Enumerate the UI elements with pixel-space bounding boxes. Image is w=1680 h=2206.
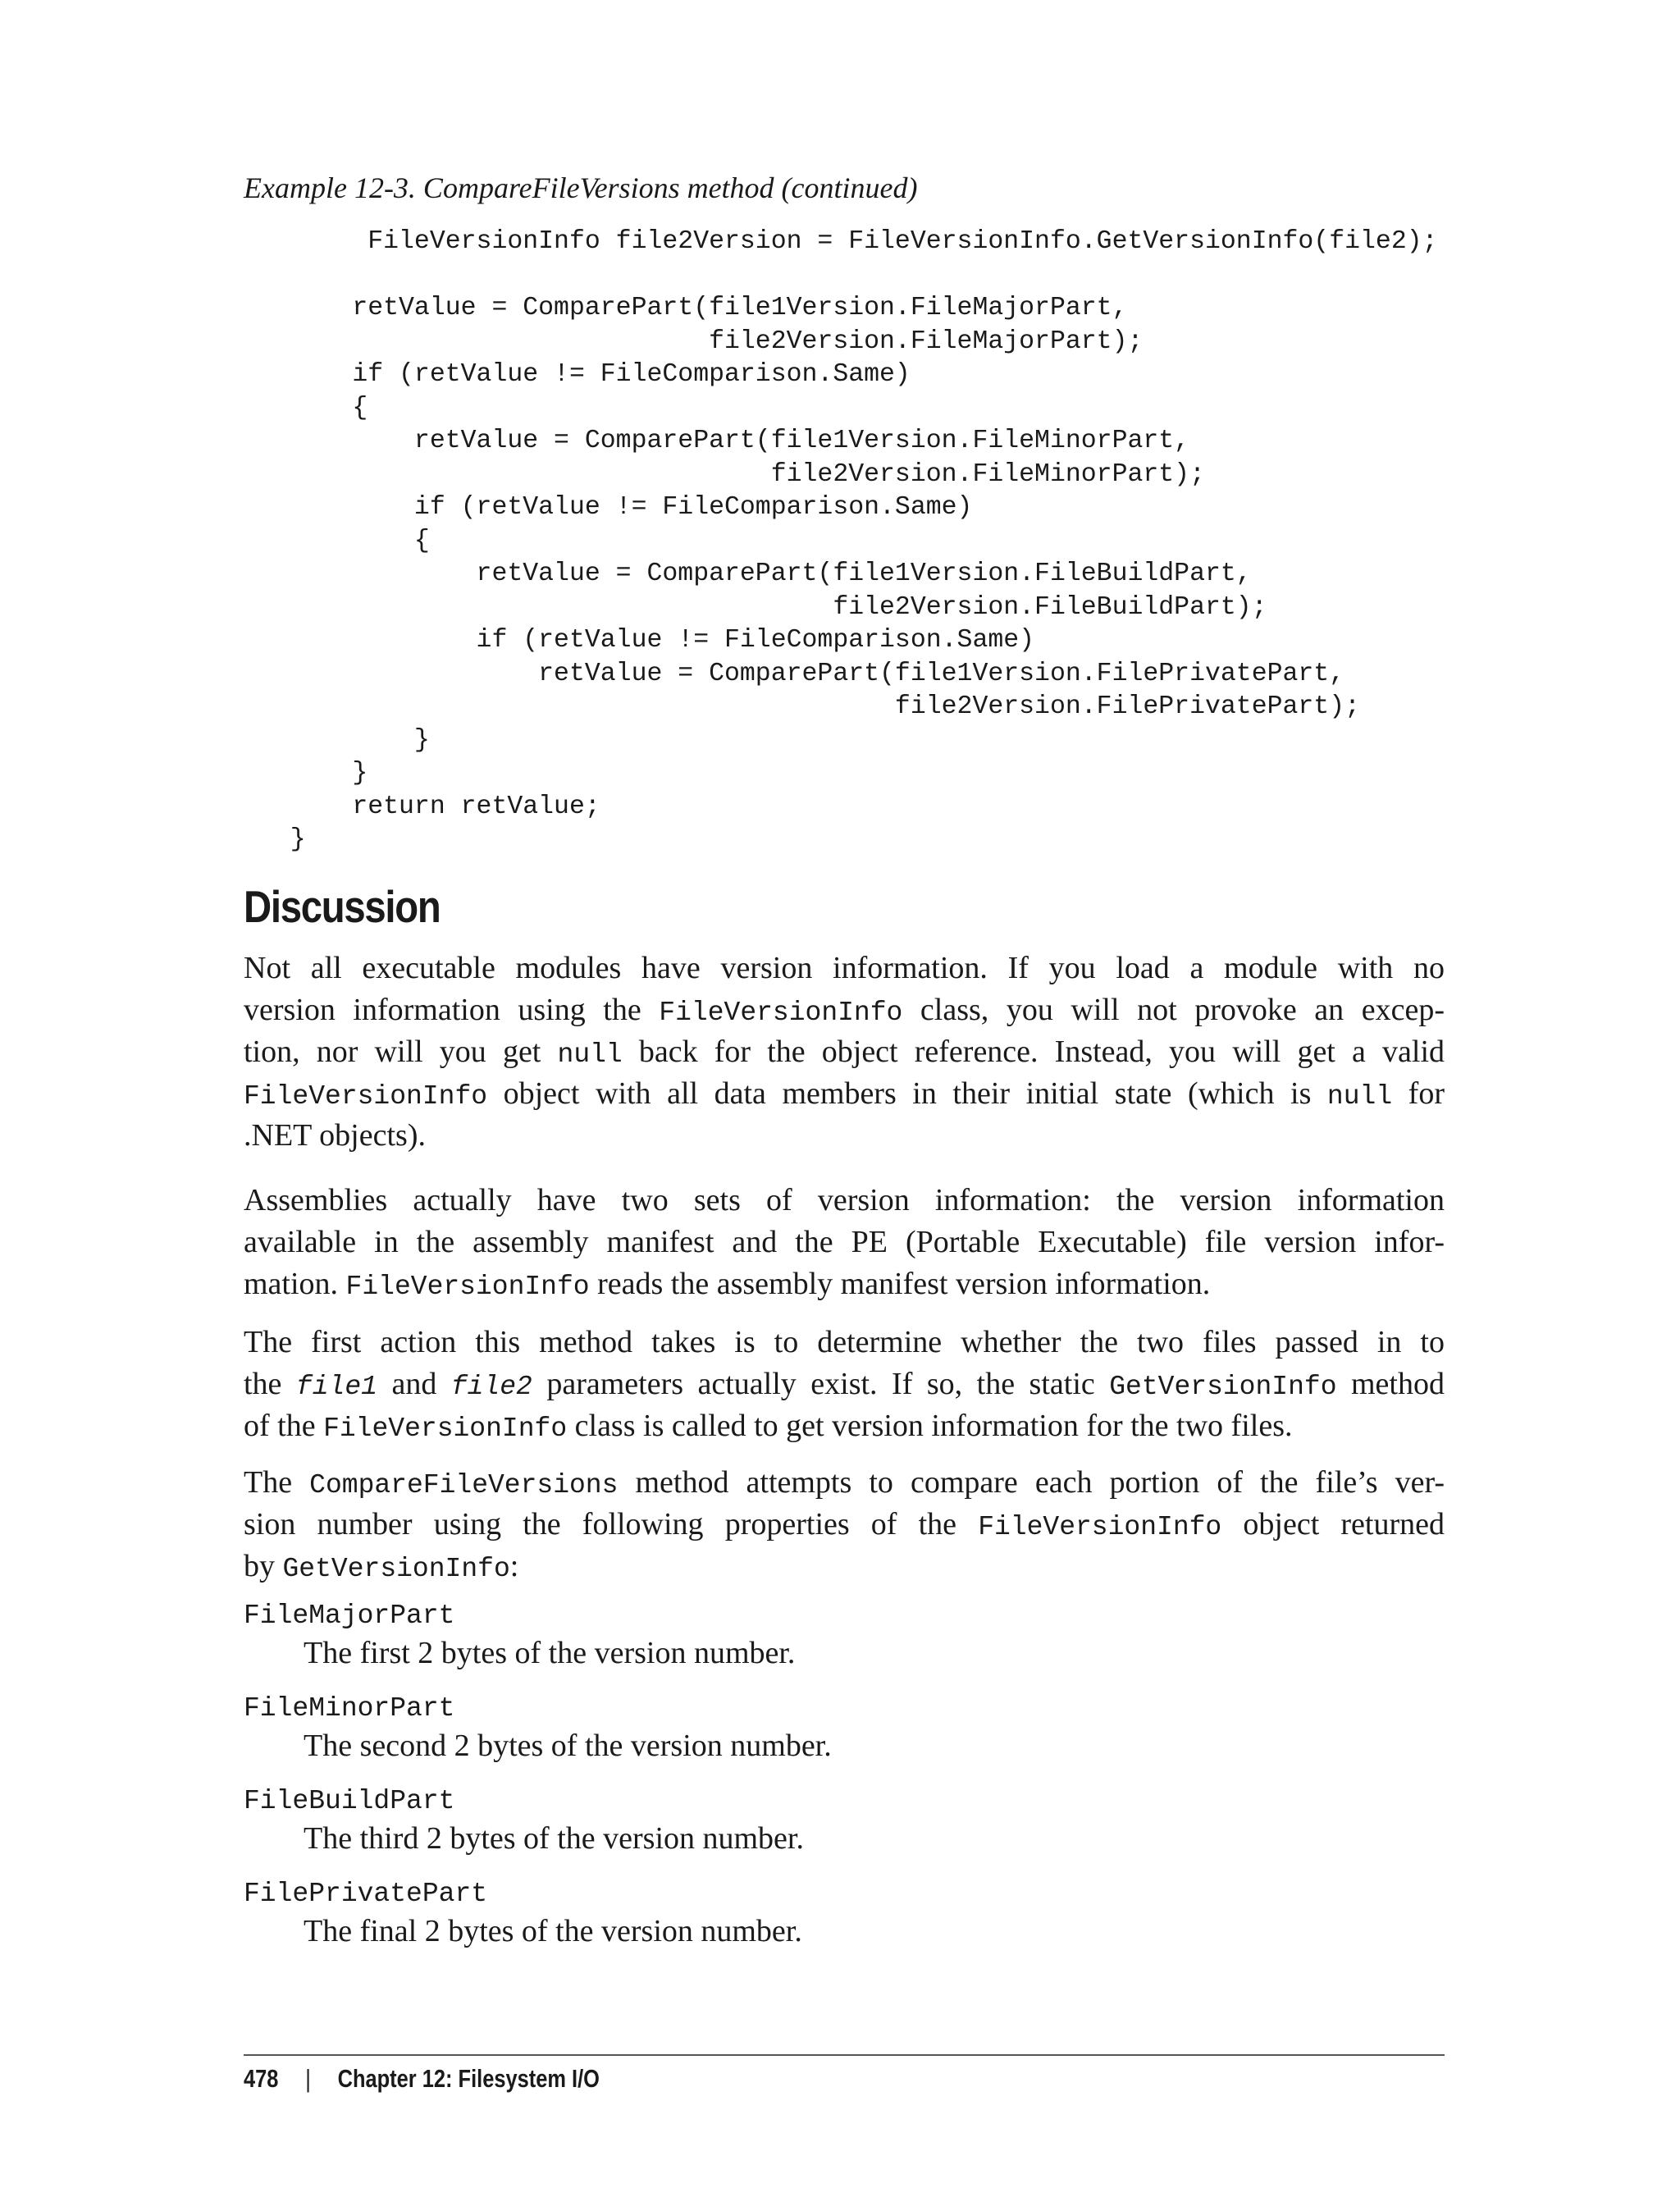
footer-separator: |: [305, 2064, 311, 2093]
code-line: if (retValue != FileComparison.Same): [244, 493, 973, 522]
text-span: and: [377, 1367, 451, 1401]
paragraph-compare-file-versions: [244, 1462, 1445, 1587]
text-line: [244, 1546, 1445, 1587]
code-span: null: [557, 1039, 623, 1070]
text-line: [244, 1263, 1445, 1305]
paragraph-first-action: [244, 1322, 1445, 1447]
text-span: :: [509, 1549, 519, 1583]
text-line: [244, 948, 1445, 989]
text-span: available in the assembly manifest and the PE (Portable Executable) file version infor-: [244, 1225, 1445, 1259]
code-line: file2Version.FilePrivatePart);: [244, 692, 1361, 721]
definition-description: The final 2 bytes of the version number.: [304, 1914, 802, 1948]
code-span: FileVersionInfo: [345, 1272, 590, 1302]
code-line: }: [244, 825, 306, 854]
paragraph-assemblies: [244, 1180, 1445, 1305]
code-line: if (retValue != FileComparison.Same): [244, 360, 911, 389]
code-line: retValue = ComparePart(file1Version.FileBuildPart,: [244, 559, 1252, 588]
code-line: retValue = ComparePart(file1Version.FileMajorPart,: [244, 294, 1128, 322]
code-line: file2Version.FileMinorPart);: [244, 459, 1205, 489]
definition-description: The third 2 bytes of the version number.: [304, 1821, 804, 1856]
code-line: file2Version.FileBuildPart);: [244, 592, 1267, 622]
code-line: if (retValue != FileComparison.Same): [244, 626, 1035, 655]
text-line: [244, 1073, 1445, 1115]
text-line: [244, 1504, 1445, 1546]
property-definition-list: [244, 1600, 1445, 1971]
text-span: of the: [244, 1409, 324, 1443]
code-span: file2: [450, 1372, 532, 1402]
text-line: [244, 1222, 1445, 1263]
text-span: the: [244, 1367, 296, 1401]
code-line: FileVersionInfo file2Version = FileVersionInfo.GetVersionInfo(file2);: [244, 227, 1438, 256]
text-span: for: [1392, 1076, 1445, 1111]
example-caption: Example 12-3. CompareFileVersions method (continued): [244, 171, 918, 204]
code-span: FileVersionInfo: [244, 1081, 488, 1112]
page-number: 478: [244, 2064, 279, 2093]
definition-term: FileMajorPart: [244, 1601, 455, 1631]
code-line: {: [244, 526, 430, 555]
code-line: [244, 259, 1438, 293]
text-line: [244, 989, 1445, 1031]
text-span: method: [1336, 1367, 1445, 1401]
code-span: GetVersionInfo: [1109, 1372, 1337, 1402]
code-span: null: [1326, 1081, 1393, 1112]
text-line: [244, 1462, 1445, 1504]
definition-term: FileBuildPart: [244, 1786, 455, 1816]
text-span: Not all executable modules have version information. If you load a module with no: [244, 951, 1445, 985]
text-span: .NET objects).: [244, 1118, 426, 1153]
code-line: {: [244, 393, 368, 422]
code-span: GetVersionInfo: [282, 1554, 510, 1584]
definition-term: FilePrivatePart: [244, 1879, 488, 1909]
text-span: object with all data members in their initial state (which is: [487, 1076, 1327, 1111]
code-span: FileVersionInfo: [659, 998, 903, 1028]
text-span: back for the object reference. Instead, you will get a valid: [622, 1034, 1445, 1069]
text-span: reads the assembly manifest version information.: [589, 1267, 1211, 1301]
text-span: The first action this method takes is to determine whether the two files passed in to: [244, 1325, 1445, 1359]
text-line: [244, 1031, 1445, 1073]
footer-rule: [244, 2054, 1445, 2056]
text-span: sion number using the following properties of the: [244, 1507, 979, 1541]
text-line: [244, 1363, 1445, 1405]
code-line: return retValue;: [244, 792, 600, 821]
definition-description: The first 2 bytes of the version number.: [304, 1636, 796, 1670]
text-span: class is called to get version information for the two files.: [567, 1409, 1293, 1443]
code-line: }: [244, 759, 368, 788]
text-line: [244, 1115, 1445, 1157]
text-line: [244, 1405, 1445, 1447]
text-span: Assemblies actually have two sets of version information: the version information: [244, 1183, 1445, 1217]
text-span: method attempts to compare each portion of the file’s ver-: [618, 1465, 1445, 1500]
text-span: parameters actually exist. If so, the static: [532, 1367, 1110, 1401]
text-span: version information using the: [244, 993, 660, 1027]
definition-term: FileMinorPart: [244, 1693, 455, 1724]
code-listing: [244, 226, 1438, 857]
code-span: FileVersionInfo: [978, 1512, 1222, 1542]
code-line: file2Version.FileMajorPart);: [244, 327, 1144, 356]
text-span: mation.: [244, 1267, 346, 1301]
text-span: The: [244, 1465, 310, 1500]
text-span: class, you will not provoke an excep-: [902, 993, 1445, 1027]
page-footer: [244, 2062, 600, 2095]
chapter-title: Chapter 12: Filesystem I/O: [337, 2064, 600, 2093]
code-span: CompareFileVersions: [309, 1470, 619, 1500]
code-line: retValue = ComparePart(file1Version.FileMinorPart,: [244, 427, 1190, 455]
code-span: FileVersionInfo: [323, 1414, 568, 1444]
text-span: tion, nor will you get: [244, 1034, 558, 1069]
paragraph-modules-version-info: [244, 948, 1445, 1157]
text-line: [244, 1180, 1445, 1222]
code-line: }: [244, 725, 430, 755]
text-line: [244, 1322, 1445, 1363]
code-span: file1: [295, 1372, 377, 1402]
text-span: object returned: [1221, 1507, 1445, 1541]
definition-description: The second 2 bytes of the version number.: [304, 1729, 832, 1763]
text-span: by: [244, 1549, 283, 1583]
code-line: retValue = ComparePart(file1Version.FilePrivatePart,: [244, 659, 1345, 688]
section-title: Discussion: [244, 881, 441, 932]
